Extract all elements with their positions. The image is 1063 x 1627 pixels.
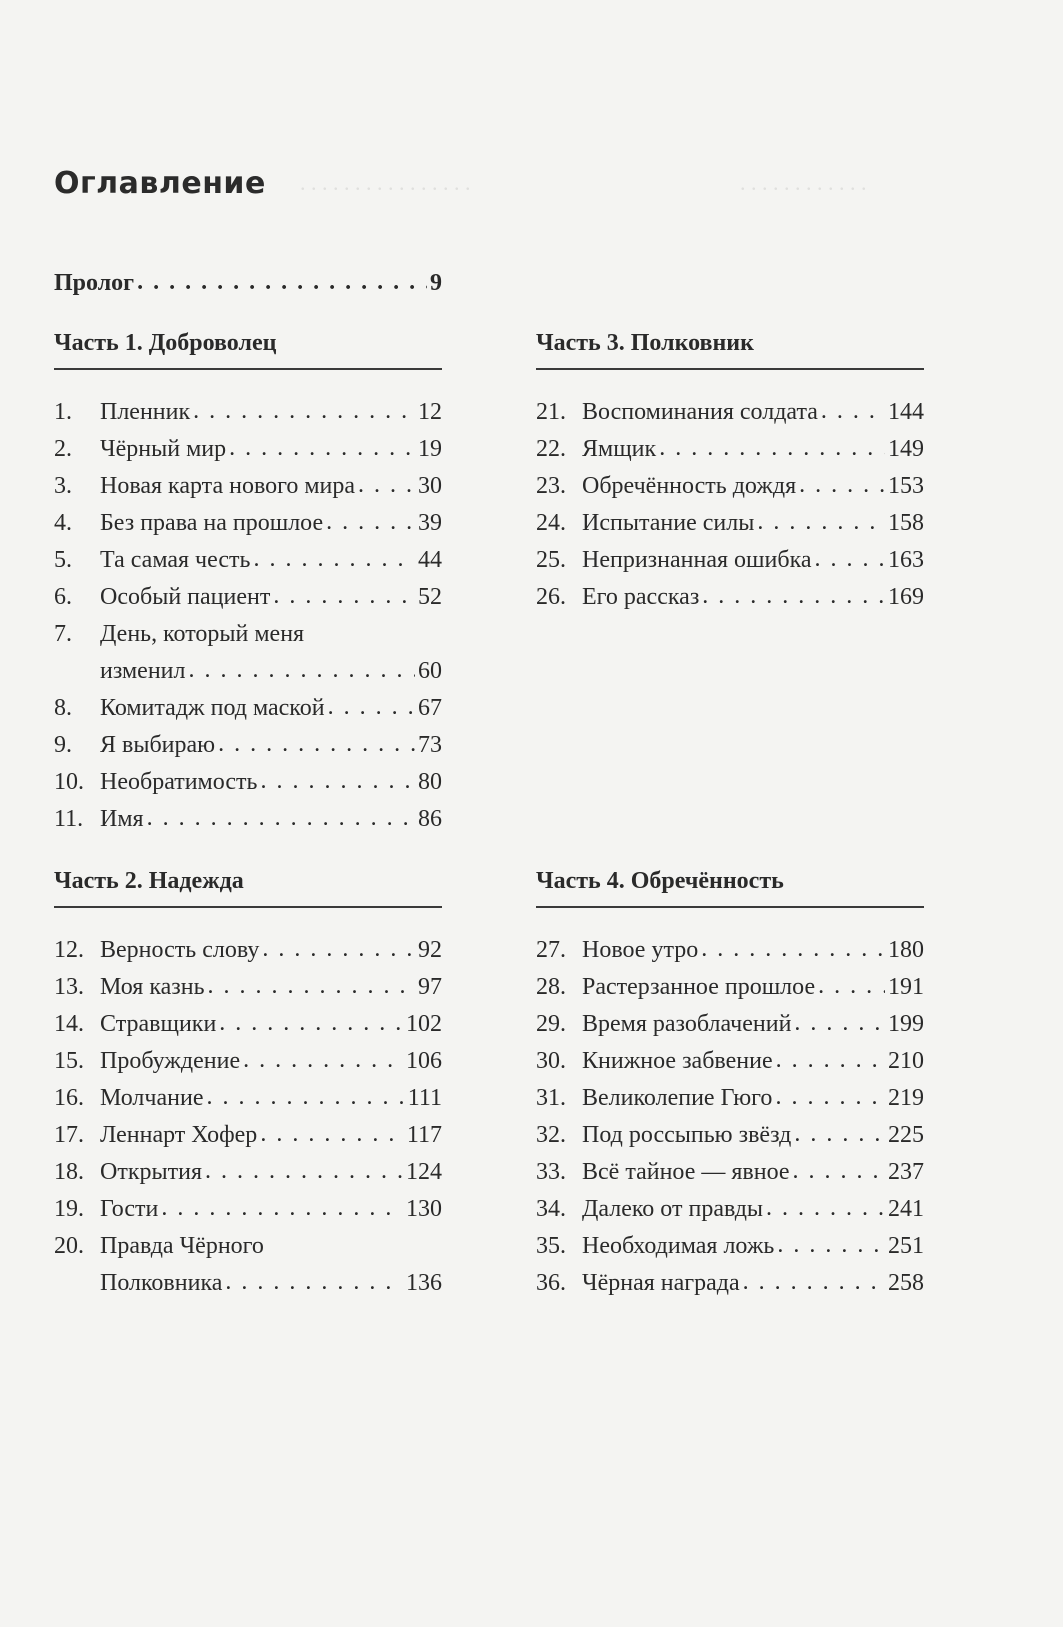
chapter-entry (536, 1080, 924, 1117)
dot-leader (818, 968, 885, 1005)
chapter-number: 27. (536, 937, 566, 963)
chapter-entry (54, 616, 442, 653)
dot-leader (794, 1116, 885, 1153)
page-title: Оглавление (54, 166, 266, 201)
chapter-entry (54, 542, 442, 579)
chapter-page: 153 (888, 473, 924, 499)
chapter-title: Далеко от правды (582, 1196, 764, 1222)
chapter-page: 86 (418, 806, 442, 832)
chapter-number: 20. (54, 1233, 84, 1259)
chapter-page: 237 (888, 1159, 924, 1185)
chapter-list (54, 394, 442, 838)
chapter-entry-continued (54, 653, 442, 690)
chapter-entry (54, 932, 442, 969)
chapter-title: Имя (100, 806, 144, 832)
chapter-page: 180 (888, 937, 924, 963)
chapter-title: Гости (100, 1196, 159, 1222)
chapter-page: 117 (406, 1122, 442, 1148)
chapter-title: Время разоблачений (582, 1011, 792, 1037)
chapter-title: Необратимость (100, 769, 258, 795)
chapter-title-line: День, который меня (100, 621, 305, 647)
dot-leader (815, 541, 885, 578)
chapter-title: Под россыпью звёзд (582, 1122, 792, 1148)
chapter-title: Воспоминания солдата (582, 399, 818, 425)
chapter-entry (536, 1043, 924, 1080)
chapter-entry (536, 505, 924, 542)
chapter-entry (536, 1191, 924, 1228)
chapter-page: 73 (418, 732, 442, 758)
chapter-title: Обречённость дождя (582, 473, 797, 499)
dot-leader (208, 968, 415, 1005)
chapter-title: Молчание (100, 1085, 204, 1111)
dot-leader (189, 652, 416, 689)
chapter-page: 44 (418, 547, 442, 573)
chapter-entry (54, 1117, 442, 1154)
chapter-number: 6. (54, 584, 72, 610)
chapter-entry (536, 1006, 924, 1043)
chapter-entry (54, 579, 442, 616)
chapter-number: 36. (536, 1270, 566, 1296)
dot-leader (743, 1264, 885, 1301)
chapter-entry (54, 1080, 442, 1117)
show-through-text: . . . . . . . . . . . . (740, 170, 867, 195)
chapter-entry (536, 1154, 924, 1191)
chapter-list (536, 394, 924, 616)
chapter-number: 34. (536, 1196, 566, 1222)
chapter-entry (54, 1154, 442, 1191)
chapter-title: Растерзанное прошлое (582, 974, 816, 1000)
chapter-number: 7. (54, 621, 72, 647)
dot-leader (702, 578, 885, 615)
chapter-title: Всё тайное — явное (582, 1159, 790, 1185)
chapter-title: Чёрный мир (100, 436, 227, 462)
part-heading: Часть 4. Обречённость (536, 866, 924, 908)
prologue-page: 9 (430, 270, 442, 296)
chapter-page: 158 (888, 510, 924, 536)
dot-leader (766, 1190, 885, 1227)
chapter-number: 5. (54, 547, 72, 573)
chapter-number: 3. (54, 473, 72, 499)
chapter-page: 106 (406, 1048, 442, 1074)
chapter-number: 2. (54, 436, 72, 462)
chapter-number: 30. (536, 1048, 566, 1074)
chapter-title: Ямщик (582, 436, 657, 462)
chapter-number: 9. (54, 732, 72, 758)
chapter-page: 163 (888, 547, 924, 573)
chapter-title: Без права на прошлое (100, 510, 324, 536)
chapter-entry (536, 1117, 924, 1154)
chapter-page: 102 (406, 1011, 442, 1037)
chapter-entry (54, 468, 442, 505)
chapter-page: 130 (406, 1196, 442, 1222)
chapter-page: 191 (888, 974, 924, 1000)
chapter-entry (536, 394, 924, 431)
chapter-entry (54, 1191, 442, 1228)
dot-leader (137, 264, 427, 301)
chapter-title: изменил (100, 658, 186, 684)
chapter-number: 32. (536, 1122, 566, 1148)
chapter-page: 144 (888, 399, 924, 425)
dot-leader (193, 393, 415, 430)
chapter-number: 33. (536, 1159, 566, 1185)
chapter-title: Комитадж под маской (100, 695, 325, 721)
chapter-entry (536, 468, 924, 505)
chapter-entry (54, 727, 442, 764)
dot-leader (794, 1005, 885, 1042)
chapter-number: 28. (536, 974, 566, 1000)
chapter-title: Та самая честь (100, 547, 251, 573)
chapter-entry (54, 801, 442, 838)
dot-leader (260, 1116, 404, 1153)
chapter-number: 1. (54, 399, 72, 425)
chapter-page: 241 (888, 1196, 924, 1222)
chapter-title: Стравщики (100, 1011, 217, 1037)
dot-leader (775, 1079, 885, 1116)
dot-leader (328, 689, 415, 726)
chapter-number: 14. (54, 1011, 84, 1037)
chapter-title: Чёрная награда (582, 1270, 740, 1296)
chapter-page: 169 (888, 584, 924, 610)
chapter-number: 24. (536, 510, 566, 536)
chapter-entry-continued (54, 1265, 442, 1302)
chapter-page: 80 (418, 769, 442, 795)
chapter-number: 25. (536, 547, 566, 573)
prologue-entry (54, 265, 442, 302)
chapter-page: 92 (418, 937, 442, 963)
chapter-page: 39 (418, 510, 442, 536)
dot-leader (243, 1042, 403, 1079)
chapter-title-line: Правда Чёрного (100, 1233, 264, 1259)
chapter-title: Моя казнь (100, 974, 205, 1000)
dot-leader (273, 578, 415, 615)
chapter-number: 17. (54, 1122, 84, 1148)
chapter-page: 19 (418, 436, 442, 462)
dot-leader (219, 1005, 403, 1042)
dot-leader (161, 1190, 403, 1227)
chapter-entry (536, 431, 924, 468)
dot-leader (777, 1227, 885, 1264)
chapter-title: Непризнанная ошибка (582, 547, 812, 573)
show-through-text: . . . . . . . . . . . . . . . . (300, 170, 471, 195)
chapter-entry (54, 394, 442, 431)
chapter-entry (536, 969, 924, 1006)
dot-leader (358, 467, 415, 504)
dot-leader (253, 541, 415, 578)
chapter-page: 97 (418, 974, 442, 1000)
chapter-list (54, 932, 442, 1302)
chapter-title: Его рассказ (582, 584, 700, 610)
chapter-entry (54, 690, 442, 727)
dot-leader (218, 726, 415, 763)
chapter-number: 29. (536, 1011, 566, 1037)
chapter-page: 149 (888, 436, 924, 462)
chapter-entry (536, 1228, 924, 1265)
chapter-page: 199 (888, 1011, 924, 1037)
dot-leader (262, 931, 415, 968)
chapter-page: 258 (888, 1270, 924, 1296)
chapter-page: 67 (418, 695, 442, 721)
chapter-title: Особый пациент (100, 584, 271, 610)
chapter-number: 8. (54, 695, 72, 721)
chapter-title: Пробуждение (100, 1048, 241, 1074)
chapter-title: Новая карта нового мира (100, 473, 356, 499)
chapter-title: Испытание силы (582, 510, 755, 536)
chapter-number: 31. (536, 1085, 566, 1111)
chapter-page: 30 (418, 473, 442, 499)
chapter-number: 19. (54, 1196, 84, 1222)
chapter-number: 13. (54, 974, 84, 1000)
chapter-number: 26. (536, 584, 566, 610)
chapter-entry (54, 1228, 442, 1265)
chapter-number: 16. (54, 1085, 84, 1111)
chapter-title: Новое утро (582, 937, 699, 963)
chapter-entry (54, 1043, 442, 1080)
dot-leader (757, 504, 885, 541)
chapter-entry (536, 1265, 924, 1302)
chapter-title: Я выбираю (100, 732, 216, 758)
chapter-entry (54, 1006, 442, 1043)
part-heading: Часть 2. Надежда (54, 866, 442, 908)
chapter-page: 210 (888, 1048, 924, 1074)
dot-leader (701, 931, 885, 968)
chapter-entry (54, 431, 442, 468)
dot-leader (821, 393, 885, 430)
chapter-entry (536, 542, 924, 579)
chapter-number: 35. (536, 1233, 566, 1259)
chapter-list (536, 932, 924, 1302)
chapter-entry (54, 764, 442, 801)
chapter-title: Леннарт Хофер (100, 1122, 258, 1148)
chapter-title: Великолепие Гюго (582, 1085, 773, 1111)
chapter-page: 225 (888, 1122, 924, 1148)
dot-leader (659, 430, 885, 467)
dot-leader (799, 467, 885, 504)
chapter-number: 15. (54, 1048, 84, 1074)
chapter-number: 23. (536, 473, 566, 499)
prologue-title: Пролог (54, 270, 135, 296)
chapter-title: Полковника (100, 1270, 223, 1296)
chapter-page: 219 (888, 1085, 924, 1111)
chapter-page: 12 (418, 399, 442, 425)
chapter-page: 136 (406, 1270, 442, 1296)
chapter-page: 111 (407, 1085, 442, 1111)
chapter-entry (54, 969, 442, 1006)
chapter-number: 10. (54, 769, 84, 795)
chapter-number: 12. (54, 937, 84, 963)
chapter-page: 124 (406, 1159, 442, 1185)
dot-leader (776, 1042, 885, 1079)
dot-leader (229, 430, 415, 467)
chapter-title: Пленник (100, 399, 191, 425)
chapter-title: Верность слову (100, 937, 260, 963)
chapter-number: 22. (536, 436, 566, 462)
chapter-number: 4. (54, 510, 72, 536)
part-heading: Часть 3. Полковник (536, 328, 924, 370)
chapter-title: Необходимая ложь (582, 1233, 775, 1259)
chapter-entry (54, 505, 442, 542)
chapter-number: 11. (54, 806, 84, 832)
dot-leader (205, 1153, 403, 1190)
chapter-page: 60 (418, 658, 442, 684)
chapter-page: 251 (888, 1233, 924, 1259)
chapter-entry (536, 932, 924, 969)
dot-leader (260, 763, 415, 800)
chapter-title: Книжное забвение (582, 1048, 773, 1074)
dot-leader (147, 800, 415, 837)
dot-leader (326, 504, 415, 541)
chapter-entry (536, 579, 924, 616)
chapter-number: 18. (54, 1159, 84, 1185)
chapter-title: Открытия (100, 1159, 202, 1185)
part-heading: Часть 1. Доброволец (54, 328, 442, 370)
dot-leader (206, 1079, 404, 1116)
chapter-number: 21. (536, 399, 566, 425)
dot-leader (225, 1264, 403, 1301)
dot-leader (793, 1153, 885, 1190)
chapter-page: 52 (418, 584, 442, 610)
